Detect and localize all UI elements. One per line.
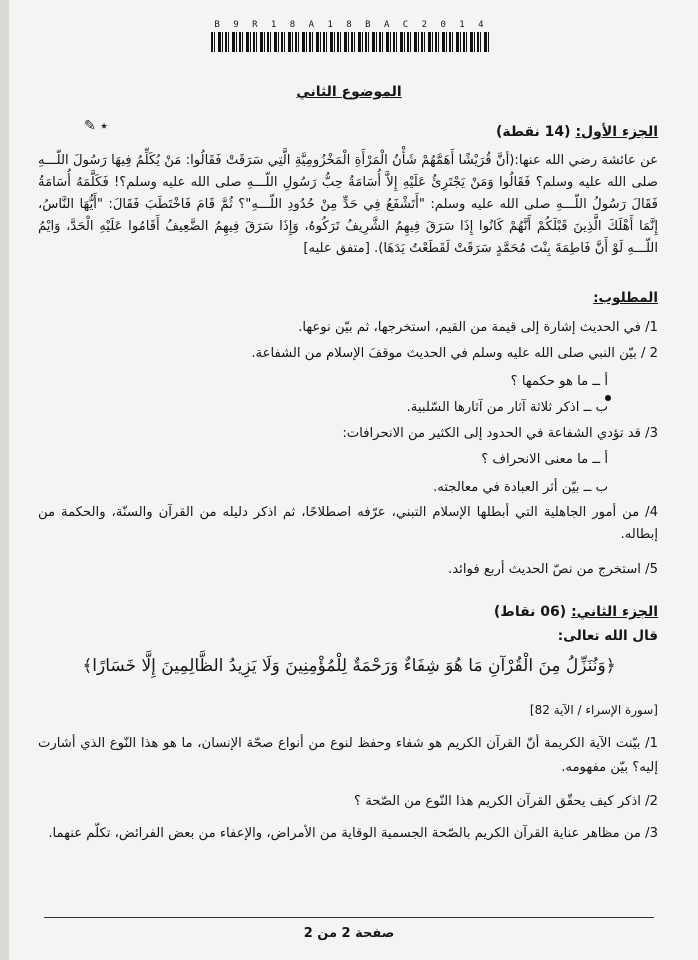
part1-points: (14 نقطة) <box>495 124 571 140</box>
footer-divider <box>44 917 654 918</box>
part1-question-2b: ب ــ اذكر ثلاثة آثار من آثارها السّلبية. <box>406 400 608 415</box>
part1-heading-row <box>496 124 658 140</box>
part2-question-3: 3/ من مظاهر عناية القرآن الكريم بالصّحة الجسمية الوقاية من الأمراض، والإعفاء من بعض الفرائض، تكلّم عنهما. <box>48 826 658 841</box>
hadith-text: عن عائشة رضي الله عنها:(أنَّ قُرَيْشًا أَهَمَّهُمْ شَأْنُ الْمَرْأَةِ الْمَخْزُومِيَّةِ الَّتِي سَرَقَتْ فَقَالُوا: مَنْ يُكَلِّمُ فِيهَا رَسُولَ اللّـــهِ صلى الله عليه وسلم؟ فَقَالُوا وَمَنْ يَجْتَرِئُ عَلَيْهِ إِلاَّ أُسَامَةُ حِبُّ رَسُولِ اللّـــهِ صلى الله عليه وسلم؟! فَكَلَّمَهُ أُسَامَةُ فَقَالَ رَسُولُ اللّـــهِ صلى الله عليه وسلم: "أَتَشْفَعُ فِي حَدٍّ مِنْ حُدُودِ اللّـــهِ"؟ ثُمَّ قَامَ فَاخْتَطَبَ فَقَالَ: "أَيُّهَا النَّاسُ، إِنَّمَا أَهْلَكَ الَّذِينَ قَبْلَكُمْ أَنَّهُمْ كَانُوا إِذَا سَرَقَ فِيهِمُ الشَّرِيفُ تَرَكُوهُ، وَإِذَا سَرَقَ فِيهِمُ الضَّعِيفُ أَقَامُوا عَلَيْهِ الْحَدَّ، وَايْمُ اللّـــهِ لَوْ أَنَّ فَاطِمَةَ بِنْتَ مُحَمَّدٍ سَرَقَتْ لَقَطَعْتُ يَدَهَا). [متفق عليه] <box>38 153 658 256</box>
scan-edge <box>0 0 9 960</box>
page-number: صفحة 2 من 2 <box>303 926 395 941</box>
part1-question-2: 2 / بيّن النبي صلى الله عليه وسلم في الحديث موقفَ الإسلام من الشفاعة. <box>251 346 658 361</box>
part1-question-3b: ب ــ بيّن أثر العبادة في معالجته. <box>433 480 608 495</box>
part2-question-2: 2/ اذكر كيف يحقّق القرآن الكريم هذا النّوع من الصّحة ؟ <box>354 794 658 809</box>
part1-heading: الجزء الأول: <box>575 124 658 140</box>
barcode-bars <box>211 32 491 52</box>
barcode <box>208 20 494 52</box>
part2-points: (06 نقاط) <box>493 604 567 620</box>
part1-question-5: 5/ استخرج من نصّ الحديث أربع فوائد. <box>448 562 658 577</box>
page-title: الموضوع الثاني <box>296 84 402 100</box>
part2-intro: قال الله تعالى: <box>557 628 658 644</box>
part1-question-3a: أ ــ ما معنى الانحراف ؟ <box>481 452 608 467</box>
part2-heading: الجزء الثاني: <box>571 604 658 620</box>
part1-question-4: 4/ من أمور الجاهلية التي أبطلها الإسلام التبني، عرّفه اصطلاحًا، ثم اذكر دليله من القرآن والسنّة، والحكمة من إبطاله. <box>38 505 658 542</box>
part1-question-1: 1/ في الحديث إشارة إلى قيمة من القيم، استخرجها، ثم بيّن نوعها. <box>298 320 658 335</box>
part1-question-2a: أ ــ ما هو حكمها ؟ <box>510 374 608 389</box>
part2-heading-row <box>494 604 658 620</box>
required-label-row <box>593 290 658 306</box>
handwritten-mark: ✎ ٭ <box>84 118 108 134</box>
part2-question-1: 1/ بيّنت الآية الكريمة أنّ القرآن الكريم هو شفاء وحفظ لنوع من أنواع صحّة الإنسان، ما هو هذا النّوع الذي أشارت إليه؟ بيّن مفهومه. <box>38 736 658 775</box>
quran-verse: ﴿وَنُنَزِّلُ مِنَ الْقُرْآنِ مَا هُوَ شِفَاءٌ وَرَحْمَةٌ لِلْمُؤْمِنِينَ وَلَا يَزِيدُ الظَّالِمِينَ إِلَّا خَسَارًا﴾ <box>82 656 616 676</box>
part1-question-3: 3/ قد تؤدي الشفاعة في الحدود إلى الكثير من الانحرافات: <box>342 426 658 441</box>
required-label: المطلوب: <box>593 290 658 306</box>
verse-source: [سورة الإسراء / الآية 82] <box>529 703 658 717</box>
barcode-text: B 9 R 1 8 A 1 8 B A C 2 0 1 4 <box>214 20 488 30</box>
